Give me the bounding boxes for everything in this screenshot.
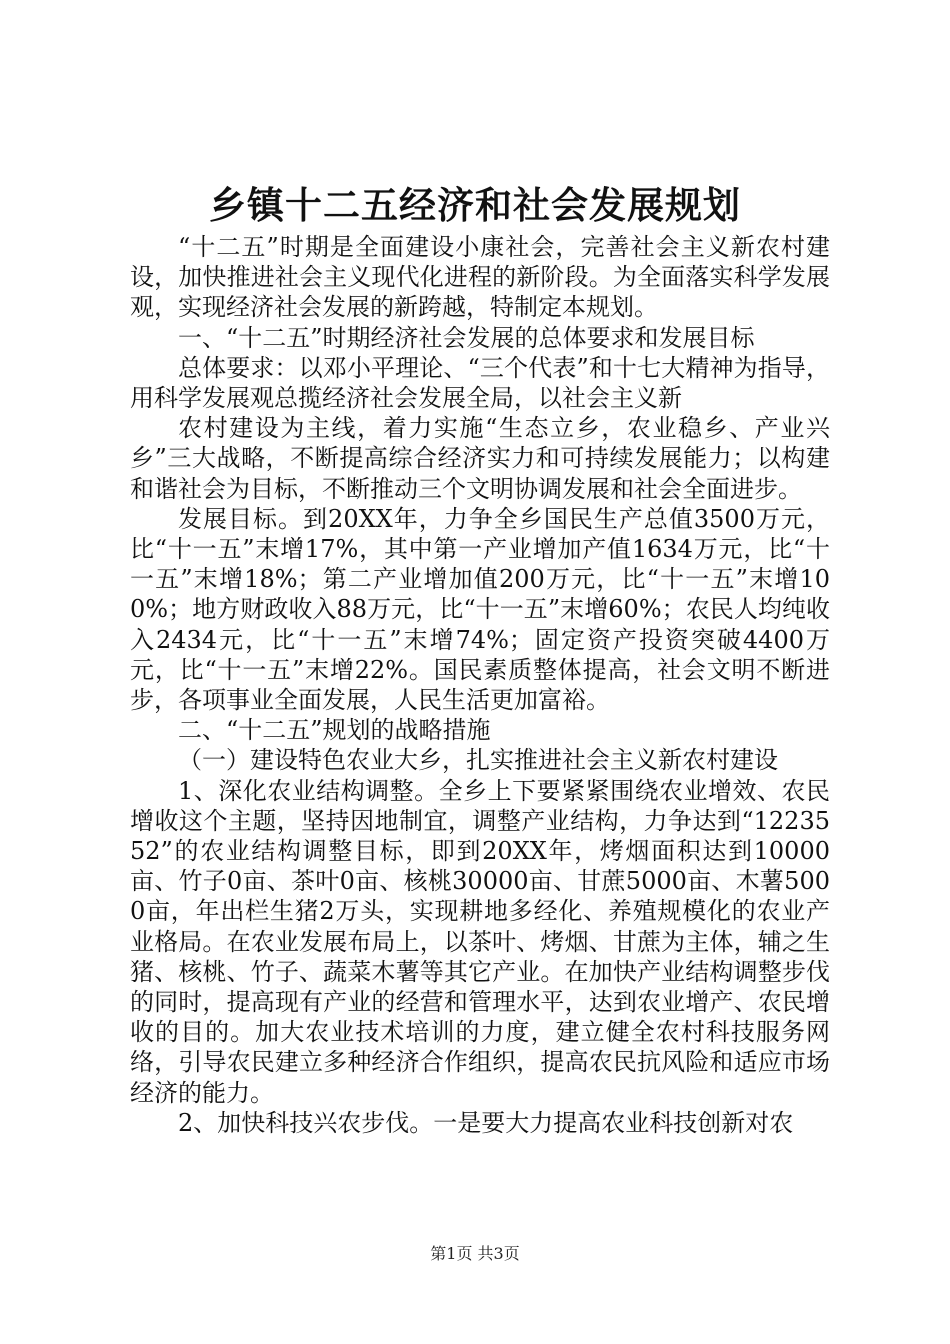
document-body (130, 232, 830, 1138)
page-footer: 第1页 共3页 (430, 1244, 520, 1263)
paragraph-structure-adjustment: 1、深化农业结构调整。全乡上下要紧紧围绕农业增效、农民增收这个主题，坚持因地制宜，调整产业结构，力争达到“1223552”的农业结构调整目标，即到20XX年，烤烟面积达到10000亩、竹子0亩、茶叶0亩、核桃30000亩、甘蔗5000亩、木薯5000亩，年出栏生猪2万头，实现耕地多经化、养殖规模化的农业产业格局。在农业发展布局上，以茶叶、烤烟、甘蔗为主体，辅之生猪、核桃、竹子、蔬菜木薯等其它产业。在加快产业结构调整步伐的同时，提高现有产业的经营和管理水平，达到农业增产、农民增收的目的。加大农业技术培训的力度，建立健全农村科技服务网络，引导农民建立多种经济合作组织，提高农民抗风险和适应市场经济的能力。 (130, 776, 830, 1107)
section-heading-1: 一、“十二五”时期经济社会发展的总体要求和发展目标 (178, 323, 755, 352)
paragraph-intro: “十二五”时期是全面建设小康社会，完善社会主义新农村建设，加快推进社会主义现代化进程的新阶段。为全面落实科学发展观，实现经济社会发展的新跨越，特制定本规划。 (130, 233, 830, 322)
subsection-heading-1: （一）建设特色农业大乡，扎实推进社会主义新农村建设 (178, 746, 778, 775)
paragraph-development-goals: 发展目标。到20XX年，力争全乡国民生产总值3500万元，比“十一五”末增17%，其中第一产业增加产值1634万元，比“十一五”末增18%；第二产业增加值200万元，比“十一五”末增100%；地方财政收入88万元，比“十一五”末增60%；农民人均纯收入2434元，比“十一五”末增74%；固定资产投资突破4400万元，比“十一五”末增22%。国民素质整体提高，社会文明不断进步，各项事业全面发展，人民生活更加富裕。 (130, 504, 830, 715)
paragraph-general-requirements: 总体要求：以邓小平理论、“三个代表”和十七大精神为指导，用科学发展观总揽经济社会发展全局，以社会主义新 (130, 353, 830, 413)
page-title: 乡镇十二五经济和社会发展规划 (209, 183, 741, 227)
paragraph-requirements-continued: 农村建设为主线，着力实施“生态立乡，农业稳乡、产业兴乡”三大战略，不断提高综合经济实力和可持续发展能力；以构建和谐社会为目标，不断推动三个文明协调发展和社会全面进步。 (130, 414, 830, 503)
section-heading-2: 二、“十二五”规划的战略措施 (178, 716, 491, 745)
paragraph-science-agriculture: 2、加快科技兴农步伐。一是要大力提高农业科技创新对农 (178, 1108, 794, 1137)
